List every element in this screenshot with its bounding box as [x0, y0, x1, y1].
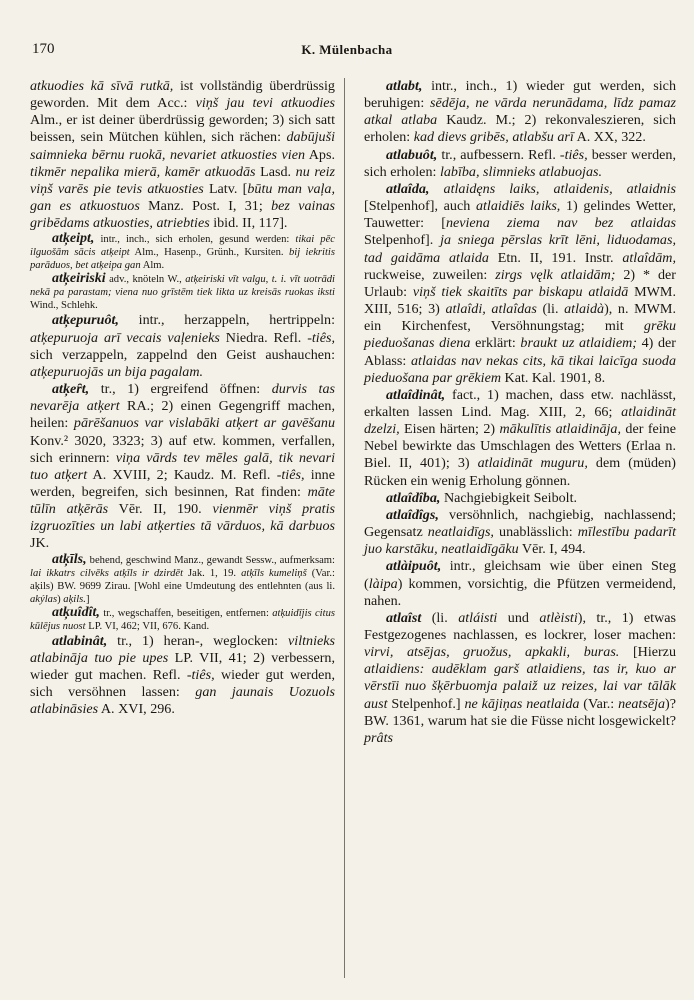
example-text: atlaidiens: — [364, 661, 425, 678]
definition-text: der feine Nebel bewirkte das Umschlagen des Wetters (Erlaa n. Biel. II, 401); 3) — [364, 421, 676, 472]
example-text: atkuodies kā sīvā rutkā, — [30, 78, 174, 94]
right-column — [364, 78, 676, 747]
headword: atlabuôt, — [386, 146, 438, 163]
definition-text: fact., 1) machen, dass etw. nachlässt, erkalten lassen Lind. Mag. XIII, 2, 66; — [364, 386, 676, 420]
definition-text: Latv. [ — [203, 180, 248, 197]
dictionary-entry — [30, 633, 335, 719]
example-text: atķeiriski vīt valgu, t. i. vīt uotrādi nekā pa parastam; viena nuo grīstēm tiek likta uz kreisās ruokas iksti — [30, 274, 336, 299]
definition-text: Alm. — [140, 260, 165, 272]
definition-text: ist vollständig überdrüssig geworden. Mit dem Acc.: — [30, 78, 335, 112]
definition-text: intr., herzappeln, hertrippeln: — [118, 312, 335, 329]
definition-text: versöhnlich, nachgiebig, nachlassend; Gegensatz — [364, 506, 676, 541]
example-text: atlèisti — [539, 609, 578, 626]
definition-text: intr., inch., 1) wieder gut werden, sich beruhigen: — [364, 78, 676, 112]
example-text: labība, slimnieks atlabuojas. — [439, 163, 603, 180]
example-text: neatlaidīgs, — [427, 524, 494, 541]
definition-text: ] — [85, 593, 90, 605]
definition-text: Nachgiebigkeit Seibolt. — [440, 489, 578, 506]
definition-text: RA.; 2) einen Gegengriff machen, heilen: — [30, 398, 335, 432]
definition-text: )? BW. 1361, warum hat sie die Füsse nicht losgewickelt? — [364, 695, 676, 729]
definition-text: (Var.: aķils) BW. 9699 Zirau. [Wohl eine Umdeutung des entlehnten (aus li. — [30, 567, 335, 592]
definition-text: ibid. II, 117]. — [209, 215, 288, 232]
example-text: bez vainas gribēdams atkuosties, atriebties — [30, 198, 336, 232]
definition-text: A. XVI, 296. — [98, 701, 175, 718]
example-text: atķepuruojās un bija pagalam. — [30, 363, 204, 380]
definition-text: (Var.: — [579, 695, 619, 712]
example-text: audēklam garš atlaidiens, tas ir, kuo ar vērstīi nuo šķērbuomja palaiž uz reizes, lai var tālāk aust — [364, 661, 676, 712]
example-text: dabūjuši saimnieka bērnu ruokā, nevariet atkuosties vien — [30, 129, 335, 163]
dictionary-entry — [364, 147, 676, 181]
headword: atlaîda, — [386, 180, 430, 197]
definition-text: ), tr., 1) etwas Festgezogenes nachlassen, es lockrer, loser machen: — [364, 609, 677, 643]
headword: atlaîst — [386, 609, 422, 626]
example-text: pārēšanuos var vislabāki atķert ar gavēšanu — [73, 415, 335, 432]
entry-continuation — [30, 78, 335, 232]
example-text: mākulītis atlaidināja, — [499, 421, 621, 438]
definition-text: Alm., er ist deiner überdrüssig geworden; 3) sich satt beissen, sein Mütchen kühlen, sich rächen: — [30, 112, 335, 146]
example-text: atlaîdi, atlaîdas — [445, 301, 537, 318]
example-text: atláisti — [458, 609, 498, 626]
dictionary-entry — [30, 553, 335, 606]
definition-text: behend, geschwind Manz., gewandt Sessw., aufmerksam: — [86, 554, 335, 566]
left-column — [30, 78, 335, 718]
definition-text: Wind., Schlehk. — [30, 300, 98, 312]
definition-text: intr., gleichsam wie über einen Steg ( — [364, 558, 676, 592]
definition-text: MWM. XIII, 516; 3) — [364, 283, 676, 318]
headword: atlaîdîba, — [386, 489, 441, 506]
example-text: virvi, atsējas, gruožus, apkakli, buras. — [364, 644, 620, 661]
example-text: neviena ziema nav bez atlaidas — [445, 215, 676, 232]
example-text: durvis tas nevarēja atķert — [30, 381, 335, 415]
definition-text: 1) gelindes Wetter, Tauwetter: [ — [364, 198, 676, 232]
definition-text: tr., wegschaffen, beseitigen, entfernen: — [99, 607, 273, 619]
example-text: akýlas — [30, 593, 58, 605]
dictionary-entry — [30, 312, 335, 381]
definition-text: Vēr. II, 190. — [108, 501, 213, 518]
definition-text: ), n. MWM. ein Kirchenfest, Versöhnungstag; mit — [364, 301, 676, 335]
definition-text: LP. VI, 462; VII, 676. Kand. — [85, 620, 210, 632]
example-text: viņa vārds tev mēles galā, tik nevari tuo atķert — [30, 449, 336, 483]
example-text: sēdēja, ne vārda nerunādama, līdz pamaz atkal atlaba — [364, 95, 676, 129]
definition-text: Kat. Kal. 1901, 8. — [501, 369, 606, 386]
definition-text: Jak. 1, 19. — [183, 567, 242, 579]
page-header — [30, 41, 664, 63]
headword: atlaîdîgs, — [386, 506, 439, 523]
example-text: atlaidināt dzelzi, — [364, 403, 676, 438]
definition-text: LP. VII, 41; 2) verbessern, wieder gut machen. Refl. — [30, 649, 335, 683]
definition-text: [Stelpenhof], auch — [364, 198, 476, 215]
definition-text: Aps. — [305, 146, 335, 163]
example-text: atlaidas nav nekas cits, kā tikai laicīga suoda pieduošana par grēkiem — [364, 352, 676, 386]
definition-text: erklärt: — [470, 335, 521, 352]
definition-text: tr., 1) ergreifend öffnen: — [89, 381, 272, 398]
example-text: -tiês, — [559, 146, 588, 163]
dictionary-entry — [364, 181, 676, 387]
headword: atlaîdinât, — [386, 386, 446, 403]
definition-text: Alm., Hasenp., Grünh., Kursiten. — [129, 247, 289, 259]
example-text: grēku pieduošanas diena — [364, 318, 676, 352]
dictionary-entry — [364, 610, 676, 747]
example-text: atlaidināt muguru, — [477, 455, 588, 472]
example-text: atlaidiēs laiks, — [475, 198, 561, 215]
definition-text: Stelpenhof]. — [364, 232, 441, 249]
example-text: zirgs vęlk atlaidām; — [495, 266, 616, 283]
definition-text: dem (müden) Rücken ein wenig Erholung gönnen. — [364, 455, 676, 489]
definition-text: Lasd. — [255, 163, 296, 180]
example-text: braukt uz atlaidiem; — [520, 335, 637, 352]
definition-text: Konv.² 3020, 3323; 3) auf etw. kommen, verfallen, sich erinnern: — [30, 432, 335, 466]
example-text: vienmēr viņš pratis izgruozīties un labi atķerties tā vārduos, kā darbuos — [30, 501, 335, 535]
example-text: tikmēr nepalika mierā, kamēr atkuodās — [30, 163, 256, 180]
headword: atlàipuôt, — [386, 558, 442, 575]
definition-text — [429, 181, 443, 197]
example-text: atlaidęns laiks, atlaidenis, atlaidnis — [443, 180, 676, 197]
definition-text: 2) * der Urlaub: — [364, 266, 676, 300]
headword: atķeiriski — [52, 271, 106, 287]
definition-text: tr., 1) heran-, weglocken: — [107, 632, 289, 649]
example-text: -tiês, — [186, 666, 215, 683]
example-text: viņš tiek skaitīts par biskapu atlaidā — [412, 283, 629, 300]
example-text: būtu man vaļa, gan es atkuostuos — [30, 180, 335, 215]
example-text: -tiês, — [276, 466, 305, 483]
definition-text: (li. — [421, 609, 459, 626]
example-text: làipa — [368, 575, 398, 592]
definition-text: A. XX, 322. — [573, 129, 646, 146]
dictionary-entry — [364, 558, 676, 609]
headword: atķuîdît, — [52, 604, 100, 620]
dictionary-entry — [30, 272, 335, 312]
dictionary-entry — [364, 507, 676, 558]
column-divider — [344, 78, 345, 978]
headword: atķepuruôt, — [52, 312, 119, 329]
example-text: ne kājiņas neatlaida — [464, 695, 580, 712]
definition-text: inne werden, begreifen, sich besinnen, Rat finden: — [30, 466, 335, 500]
definition-text: JK. — [30, 535, 50, 552]
definition-text: adv., knöteln W., — [105, 274, 186, 286]
example-text: -tiês, — [307, 329, 335, 346]
headword: atķeȓt, — [52, 381, 90, 398]
example-text: atlaîdām, — [622, 249, 676, 266]
definition-text: tr., aufbessern. Refl. — [437, 146, 560, 163]
example-text: atķīls kumeliņš — [241, 567, 307, 579]
example-text: māte tūlīn atķērās — [30, 483, 335, 518]
example-text: ja sniega pērslas krīt lēni, liduodamas, tad gaidāma atlaida — [364, 232, 676, 266]
definition-text: Eisen härten; 2) — [399, 421, 500, 438]
definition-text: Manz. Post. I, 31; — [139, 198, 272, 215]
dictionary-entry — [30, 606, 335, 633]
definition-text: ) — [57, 593, 64, 605]
example-text: nu reiz viņš varēs pie tevis atkuosties — [30, 163, 335, 197]
definition-text: Stelpenhof.] — [387, 695, 465, 712]
definition-text: Etn. II, 191. Instr. — [488, 249, 623, 266]
example-text: atlaidà — [564, 301, 605, 318]
definition-text: ruckweise, zuweilen: — [364, 266, 496, 283]
definition-text: [Hierzu — [619, 644, 676, 661]
headword: atķeipt, — [52, 231, 95, 247]
example-text: neatsēja — [618, 695, 666, 712]
example-text: prâts — [364, 729, 393, 746]
dictionary-entry — [30, 232, 335, 272]
example-text: atķuidījis citus kūlējus nuost — [30, 607, 335, 632]
headword: atlabinât, — [52, 632, 108, 649]
example-text: kad dievs gribēs, atlabšu arī — [413, 129, 574, 146]
example-text: aķils. — [63, 593, 86, 605]
definition-text: Kaudz. M.; 2) rekonvaleszieren, sich erholen: — [364, 112, 676, 146]
definition-text: (li. — [536, 301, 565, 318]
dictionary-entry — [364, 78, 676, 147]
definition-text: ) kommen, vorsichtig, die Pfützen vermeidend, nahen. — [364, 575, 676, 609]
headword: atlabt, — [386, 78, 423, 94]
example-text: viņš jau tevi atkuodies — [195, 95, 335, 112]
definition-text: unablässlich: — [493, 524, 578, 541]
definition-text: 4) der Ablass: — [364, 335, 676, 369]
example-text: atķepuruoja arī vecais vaļenieks — [30, 329, 220, 346]
definition-text — [424, 661, 431, 677]
definition-text: A. XVIII, 2; Kaudz. M. Refl. — [87, 466, 277, 483]
example-text: mīlestību padarīt juo karstāku, neatlaidīgāku — [364, 524, 677, 558]
example-text: tikai pēc ilguošām sācis atķeipt — [30, 234, 335, 259]
definition-text: wieder gut werden, sich versöhnen lassen: — [30, 666, 335, 701]
example-text: lai ikkatrs cilvēks atķīls ir dzirdēt — [30, 567, 184, 579]
definition-text: besser werden, sich erholen: — [364, 146, 676, 180]
definition-text: und — [497, 609, 540, 626]
example-text: gan jaunais Uozuols atlabināsies — [30, 684, 335, 718]
definition-text: Niedra. Refl. — [219, 329, 308, 346]
dictionary-entry — [30, 381, 335, 553]
headword: atķīls, — [52, 551, 87, 567]
definition-text: intr., inch., sich erholen, gesund werden: — [94, 234, 296, 246]
example-text: viltnieks atlabināja tuo pie upes — [30, 632, 335, 666]
example-text: bij iekritis parāduos, bet atķeipa gan — [30, 247, 335, 272]
dictionary-entry — [364, 387, 676, 490]
definition-text: Vēr. I, 494. — [518, 541, 586, 558]
dictionary-entry — [364, 490, 676, 507]
page-number: 170 — [32, 41, 55, 57]
running-head: K. Mülenbacha — [301, 42, 393, 57]
definition-text: sich verzappeln, zappelnd den Geist aushauchen: — [30, 346, 335, 363]
